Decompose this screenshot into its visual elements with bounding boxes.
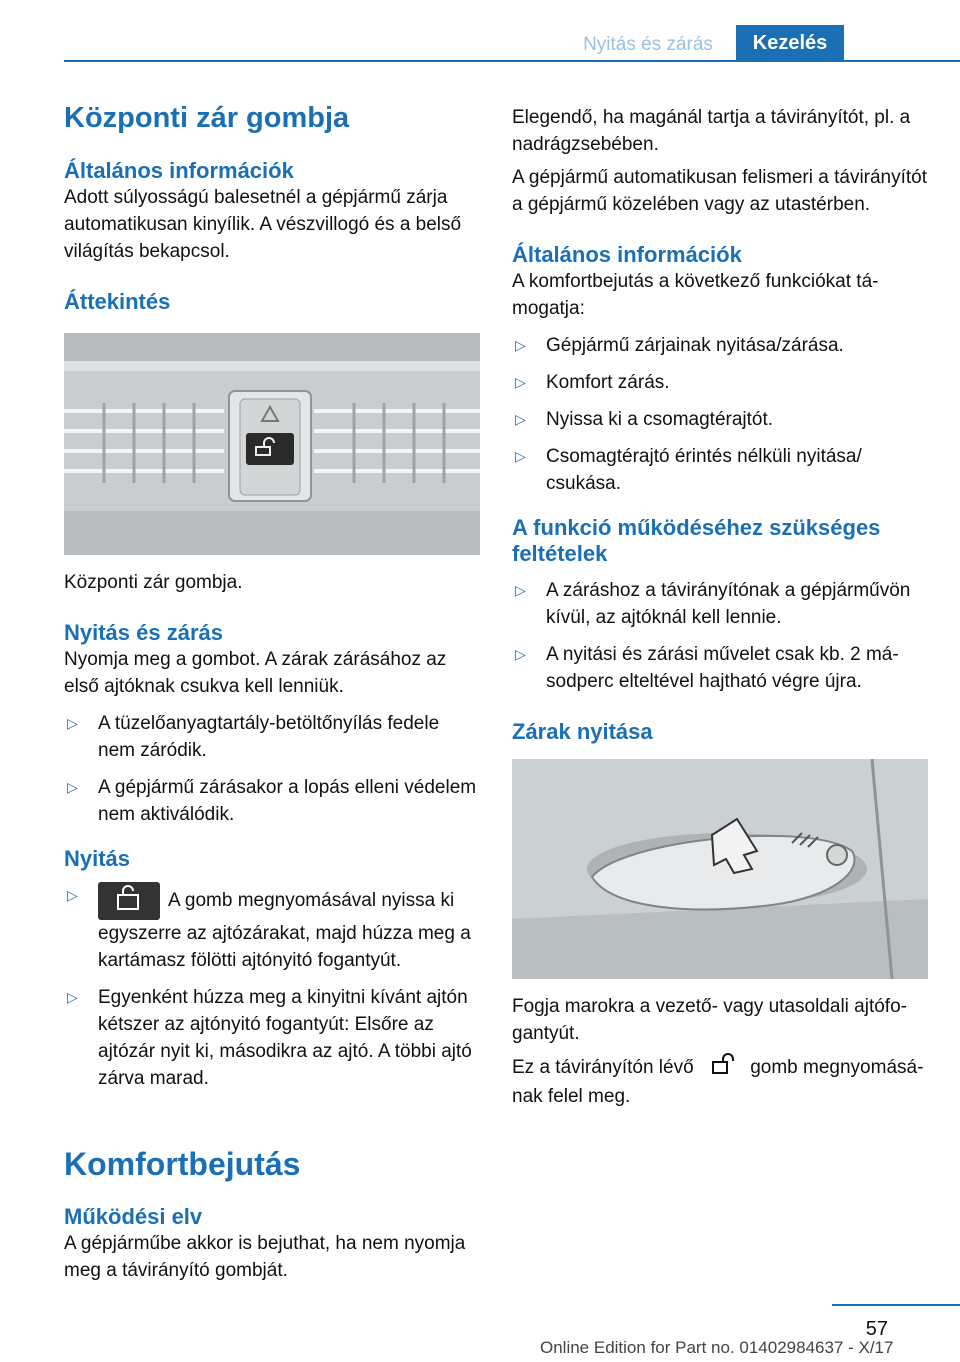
conditions-list <box>512 577 932 695</box>
header-section-label: Nyitás és zárás <box>583 34 713 55</box>
door-handle-image <box>512 759 928 979</box>
list-item: ▷ Gépjármű zárjainak nyitása/zárása. <box>512 332 932 359</box>
header-tab[interactable]: Kezelés <box>736 25 844 62</box>
list-item: ▷ A nyitási és zárási művelet csak kb. 2 másodperc elteltével hajtható végre újra. <box>512 641 932 695</box>
heading-conditions: A funkció működéséhez szükséges feltételek <box>512 515 881 566</box>
section-title-comfort-access: Komfortbejutás <box>64 1146 301 1182</box>
list-item: ▷ A záráshoz a távirányítónak a gépjárművön kívül, az ajtóknál kell lennie. <box>512 577 932 631</box>
heading-unlock: Zárak nyitása <box>512 719 653 744</box>
list-item: ▷ A gomb megnyomásával nyissa ki egyszerre az ajtózárakat, majd húzza meg a kartámasz fölötti ajtónyitó fogantyút. <box>64 882 480 974</box>
list-item: ▷ Nyissa ki a csomagtérajtót. <box>512 406 932 433</box>
list-item: ▷ Egyenként húzza meg a kinyitni kívánt ajtón kétszer az ajtónyitó fogantyút: Elsőre az ajtózár nyit ki, másodikra az ajtó. A többi ajtó zárva marad. <box>64 984 480 1092</box>
paragraph-functions: A komfortbejutás a következő funkciókat támogatja: <box>512 271 879 319</box>
heading-principle: Működési elv <box>64 1204 203 1229</box>
triangle-right-icon: ▷ <box>67 715 78 731</box>
header-rule <box>64 60 960 62</box>
paragraph-keep-remote: Elegendő, ha magánál tartja a távirányítót, pl. a nadrágzsebében. <box>512 107 911 155</box>
heading-open: Nyitás <box>64 846 131 871</box>
triangle-right-icon: ▷ <box>515 337 526 353</box>
central-lock-button-image <box>64 333 480 555</box>
section-title-central-lock: Központi zár gombja <box>64 102 350 134</box>
left-column <box>64 98 480 1284</box>
list-item: ▷ Csomagtérajtó érintés nélküli nyitása/ csukása. <box>512 443 932 497</box>
triangle-right-icon: ▷ <box>515 646 526 662</box>
triangle-right-icon: ▷ <box>67 989 78 1005</box>
triangle-right-icon: ▷ <box>515 411 526 427</box>
open-list <box>64 882 480 1092</box>
triangle-right-icon: ▷ <box>67 887 78 903</box>
triangle-right-icon: ▷ <box>515 448 526 464</box>
list-item: ▷ A gépjármű zárásakor a lopás elleni védelem nem aktiválódik. <box>64 774 480 828</box>
list-item: ▷ Komfort zárás. <box>512 369 932 396</box>
triangle-right-icon: ▷ <box>515 374 526 390</box>
paragraph-general-info: Adott súlyosságú balesetnél a gépjármű zárja automatikusan kinyílik. A vészvillogó és a belső világítás bekapcsol. <box>64 187 462 262</box>
paragraph-grip: Fogja marokra a vezető- vagy utasoldali ajtófogantyút. <box>512 996 907 1044</box>
paragraph-remote-button: Ez a távirányítón lévő gomb megnyomásának felel meg. <box>512 1053 932 1110</box>
paragraph-detection: A gépjármű automatikusan felismeri a távirányítót a gépjármű közelében vagy az utastérben. <box>512 167 928 215</box>
open-close-list <box>64 710 480 828</box>
list-item: ▷ A tüzelőanyagtartály-betöltőnyílás fedele nem záródik. <box>64 710 480 764</box>
paragraph-principle: A gépjárműbe akkor is bejuthat, ha nem nyomja meg a távirányító gombját. <box>64 1233 466 1281</box>
triangle-right-icon: ▷ <box>67 779 78 795</box>
padlock-open-icon <box>709 1053 735 1083</box>
heading-overview: Áttekintés <box>64 289 171 314</box>
heading-open-close: Nyitás és zárás <box>64 620 223 645</box>
triangle-right-icon: ▷ <box>515 582 526 598</box>
heading-general-info: Általános információk <box>64 158 294 183</box>
image-caption: Központi zár gombja. <box>64 572 243 593</box>
footer-rule <box>832 1304 960 1306</box>
paragraph-open-close: Nyomja meg a gombot. A zárak zárásához az első ajtóknak csukva kell lenniük. <box>64 649 447 697</box>
right-column <box>512 104 932 1110</box>
heading-general-info-2: Általános információk <box>512 242 742 267</box>
functions-list <box>512 332 932 497</box>
footer-edition: Online Edition for Part no. 01402984637 - X/17 <box>540 1338 894 1357</box>
page-number: 57 <box>865 1318 888 1340</box>
unlock-door-icon <box>98 882 160 920</box>
